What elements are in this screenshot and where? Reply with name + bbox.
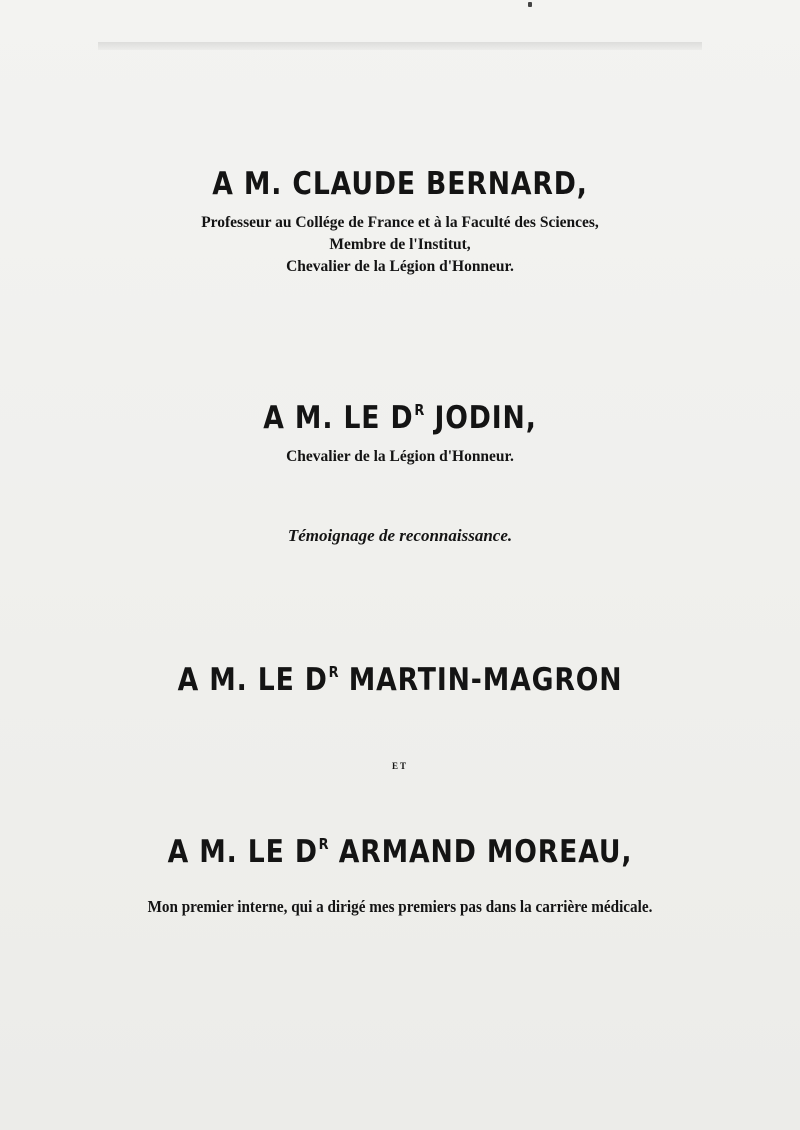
acknowledgement-note xyxy=(0,526,800,546)
title-line: Membre de l'Institut, xyxy=(329,236,471,253)
dedication-heading xyxy=(56,662,744,698)
conjunction-text: ET xyxy=(391,761,408,771)
ink-mark xyxy=(528,2,532,7)
dedication-armand-moreau-line xyxy=(0,897,800,917)
dedication-heading xyxy=(56,400,744,436)
dedication-martin-magron xyxy=(0,662,800,698)
heading-superscript: R xyxy=(328,663,339,681)
dedication-claude-bernard xyxy=(0,166,800,202)
heading-text: JODIN, xyxy=(424,400,537,436)
title-line: Chevalier de la Légion d'Honneur. xyxy=(286,258,514,275)
heading-text: MARTIN-MAGRON xyxy=(338,662,623,698)
heading-text: A M. LE D xyxy=(263,400,414,436)
bleed-through-rule xyxy=(98,42,702,50)
title-line: Professeur au Collége de France et à la Faculté des Sciences, xyxy=(201,214,599,231)
dedication-claude-bernard-titles xyxy=(0,212,800,278)
heading-text: A M. LE D xyxy=(177,662,328,698)
note-text: Témoignage de reconnaissance. xyxy=(287,526,513,545)
dedication-jodin-title xyxy=(0,446,800,468)
title-line: Mon premier interne, qui a dirigé mes premiers pas dans la carrière médicale. xyxy=(147,897,653,916)
dedication-heading: A M. CLAUDE BERNARD, xyxy=(212,166,588,202)
dedication-armand-moreau xyxy=(0,834,800,870)
conjunction xyxy=(0,761,800,771)
heading-superscript: R xyxy=(318,835,329,853)
heading-text: A M. LE D xyxy=(167,834,318,870)
dedication-heading xyxy=(56,834,744,870)
dedication-jodin xyxy=(0,400,800,436)
heading-text: ARMAND MOREAU, xyxy=(328,834,633,870)
heading-superscript: R xyxy=(414,401,425,419)
title-line: Chevalier de la Légion d'Honneur. xyxy=(286,448,514,465)
